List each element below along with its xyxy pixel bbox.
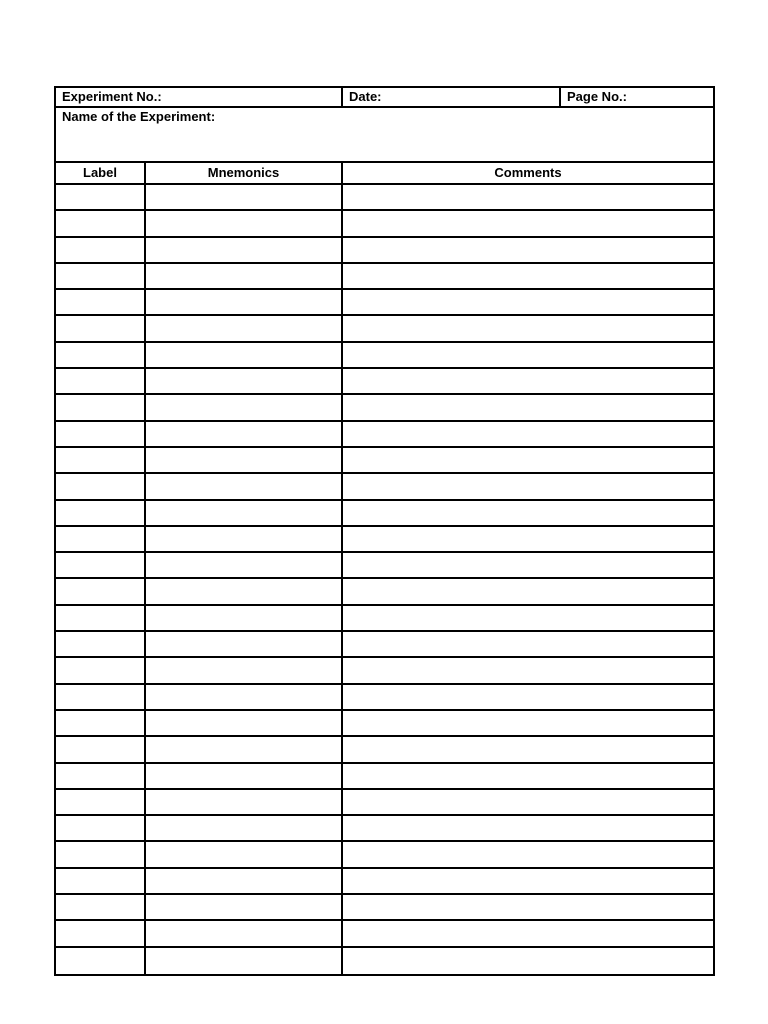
table-row	[56, 474, 713, 500]
comments-cell[interactable]	[343, 448, 713, 472]
table-row	[56, 501, 713, 527]
comments-cell[interactable]	[343, 658, 713, 682]
label-cell[interactable]	[56, 527, 146, 551]
table-row	[56, 685, 713, 711]
mnemonics-cell[interactable]	[146, 816, 343, 840]
comments-cell[interactable]	[343, 790, 713, 814]
label-cell[interactable]	[56, 395, 146, 419]
comments-cell[interactable]	[343, 948, 713, 974]
label-cell[interactable]	[56, 474, 146, 498]
mnemonics-cell[interactable]	[146, 185, 343, 209]
label-cell[interactable]	[56, 422, 146, 446]
comments-cell[interactable]	[343, 422, 713, 446]
comments-cell[interactable]	[343, 632, 713, 656]
table-row	[56, 606, 713, 632]
table-row	[56, 711, 713, 737]
label-cell[interactable]	[56, 369, 146, 393]
comments-cell[interactable]	[343, 211, 713, 235]
label-cell[interactable]	[56, 711, 146, 735]
experiment-name-label: Name of the Experiment:	[62, 109, 216, 124]
label-cell[interactable]	[56, 737, 146, 761]
label-cell[interactable]	[56, 658, 146, 682]
mnemonics-cell[interactable]	[146, 869, 343, 893]
table-row	[56, 369, 713, 395]
mnemonics-cell[interactable]	[146, 369, 343, 393]
mnemonics-cell[interactable]	[146, 527, 343, 551]
comments-cell[interactable]	[343, 816, 713, 840]
label-cell[interactable]	[56, 921, 146, 945]
table-row	[56, 948, 713, 974]
comments-cell[interactable]	[343, 501, 713, 525]
comments-cell[interactable]	[343, 711, 713, 735]
comments-cell[interactable]	[343, 921, 713, 945]
label-cell[interactable]	[56, 606, 146, 630]
label-cell[interactable]	[56, 264, 146, 288]
label-cell[interactable]	[56, 290, 146, 314]
mnemonics-cell[interactable]	[146, 264, 343, 288]
label-cell[interactable]	[56, 790, 146, 814]
mnemonics-cell[interactable]	[146, 921, 343, 945]
label-cell[interactable]	[56, 579, 146, 603]
table-row	[56, 816, 713, 842]
table-row	[56, 737, 713, 763]
label-cell[interactable]	[56, 238, 146, 262]
label-cell[interactable]	[56, 869, 146, 893]
mnemonics-cell[interactable]	[146, 948, 343, 974]
mnemonics-cell[interactable]	[146, 790, 343, 814]
mnemonics-cell[interactable]	[146, 395, 343, 419]
table-row	[56, 185, 713, 211]
comments-cell[interactable]	[343, 369, 713, 393]
comments-cell[interactable]	[343, 579, 713, 603]
table-row	[56, 553, 713, 579]
mnemonics-cell[interactable]	[146, 606, 343, 630]
comments-cell[interactable]	[343, 264, 713, 288]
mnemonics-cell[interactable]	[146, 658, 343, 682]
comments-cell[interactable]	[343, 316, 713, 340]
label-cell[interactable]	[56, 448, 146, 472]
comments-cell[interactable]	[343, 527, 713, 551]
table-row	[56, 764, 713, 790]
column-header-comments: Comments	[494, 165, 562, 180]
comments-cell[interactable]	[343, 290, 713, 314]
label-cell[interactable]	[56, 501, 146, 525]
comments-cell[interactable]	[343, 869, 713, 893]
mnemonics-cell[interactable]	[146, 290, 343, 314]
label-cell[interactable]	[56, 185, 146, 209]
table-row	[56, 290, 713, 316]
label-cell[interactable]	[56, 948, 146, 974]
mnemonics-cell[interactable]	[146, 895, 343, 919]
column-header-mnemonics: Mnemonics	[146, 163, 343, 183]
table-row	[56, 238, 713, 264]
table-row	[56, 579, 713, 605]
mnemonics-cell[interactable]	[146, 842, 343, 866]
label-cell[interactable]	[56, 211, 146, 235]
label-cell[interactable]	[56, 553, 146, 577]
table-row	[56, 790, 713, 816]
table-row	[56, 632, 713, 658]
comments-cell[interactable]	[343, 842, 713, 866]
table-row	[56, 343, 713, 369]
mnemonics-cell[interactable]	[146, 632, 343, 656]
mnemonics-cell[interactable]	[146, 764, 343, 788]
label-cell[interactable]	[56, 632, 146, 656]
header-row	[56, 88, 713, 108]
column-header-row	[56, 163, 713, 185]
label-cell[interactable]	[56, 316, 146, 340]
comments-cell[interactable]	[343, 895, 713, 919]
mnemonics-cell[interactable]	[146, 448, 343, 472]
label-cell[interactable]	[56, 764, 146, 788]
mnemonics-cell[interactable]	[146, 737, 343, 761]
table-row	[56, 395, 713, 421]
table-row	[56, 921, 713, 947]
table-row	[56, 527, 713, 553]
comments-cell[interactable]	[343, 185, 713, 209]
mnemonics-cell[interactable]	[146, 211, 343, 235]
comments-cell[interactable]	[343, 343, 713, 367]
table-row	[56, 842, 713, 868]
page-no-label: Page No.:	[567, 89, 627, 104]
mnemonics-cell[interactable]	[146, 343, 343, 367]
label-cell[interactable]	[56, 842, 146, 866]
comments-cell[interactable]	[343, 553, 713, 577]
table-row	[56, 264, 713, 290]
label-cell[interactable]	[56, 685, 146, 709]
table-row	[56, 658, 713, 684]
mnemonics-cell[interactable]	[146, 579, 343, 603]
mnemonics-cell[interactable]	[146, 422, 343, 446]
table-body	[56, 185, 713, 974]
date-label: Date:	[343, 88, 561, 106]
label-cell[interactable]	[56, 343, 146, 367]
mnemonics-cell[interactable]	[146, 553, 343, 577]
table-row	[56, 895, 713, 921]
label-cell[interactable]	[56, 816, 146, 840]
mnemonics-cell[interactable]	[146, 501, 343, 525]
comments-cell[interactable]	[343, 685, 713, 709]
table-row	[56, 448, 713, 474]
table-row	[56, 869, 713, 895]
lab-record-sheet	[54, 86, 715, 976]
table-row	[56, 211, 713, 237]
comments-cell[interactable]	[343, 474, 713, 498]
comments-cell[interactable]	[343, 606, 713, 630]
mnemonics-cell[interactable]	[146, 711, 343, 735]
column-header-label: Label	[56, 163, 146, 183]
comments-cell[interactable]	[343, 737, 713, 761]
mnemonics-cell[interactable]	[146, 474, 343, 498]
comments-cell[interactable]	[343, 238, 713, 262]
mnemonics-cell[interactable]	[146, 316, 343, 340]
table-row	[56, 422, 713, 448]
experiment-no-label: Experiment No.:	[56, 88, 343, 106]
comments-cell[interactable]	[343, 395, 713, 419]
comments-cell[interactable]	[343, 764, 713, 788]
table-row	[56, 316, 713, 342]
mnemonics-cell[interactable]	[146, 685, 343, 709]
mnemonics-cell[interactable]	[146, 238, 343, 262]
label-cell[interactable]	[56, 895, 146, 919]
experiment-name-row	[56, 108, 713, 163]
